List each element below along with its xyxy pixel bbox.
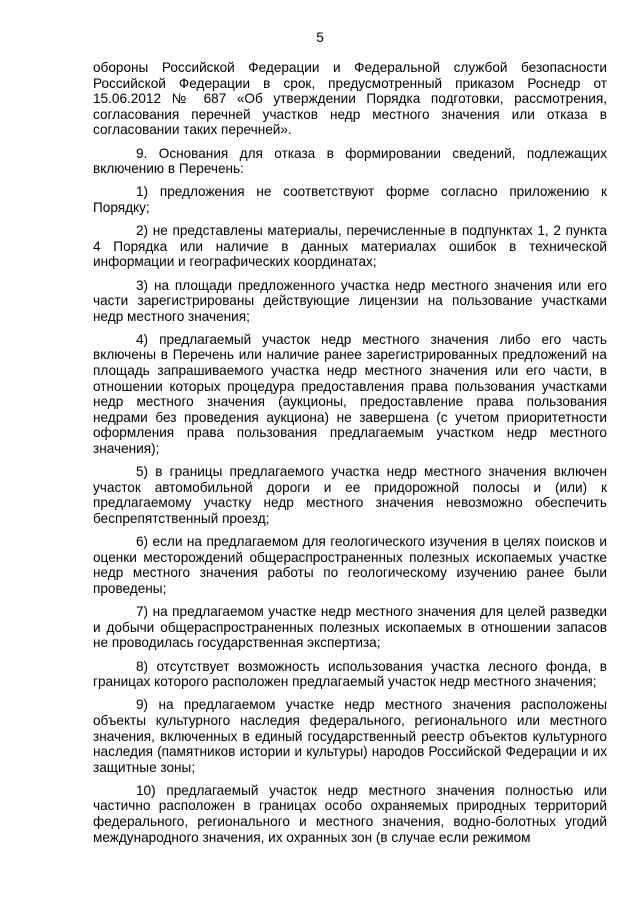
paragraph: 1) предложения не соответствуют форме согласно приложению к Порядку; [93, 184, 607, 215]
document-body [93, 60, 607, 853]
paragraph: 7) на предлагаемом участке недр местного значения для целей разведки и добычи общераспространенных полезных ископаемых в отношении запасов не проводилась государственная экспертиза; [93, 604, 607, 651]
paragraph: 9. Основания для отказа в формировании сведений, подлежащих включению в Перечень: [93, 145, 607, 177]
page-number: 5 [316, 30, 324, 45]
paragraph: 2) не представлены материалы, перечисленные в подпунктах 1, 2 пункта 4 Порядка или наличие в данных материалах ошибок в технической информации и географических координатах; [93, 223, 607, 270]
paragraph: 3) на площади предложенного участка недр местного значения или его части зарегистрированы действующие лицензии на пользование участками недр местного значения; [93, 277, 607, 324]
paragraph: 8) отсутствует возможность использования участка лесного фонда, в границах которого расположен предлагаемый участок недр местного значения; [93, 658, 607, 690]
paragraph: 6) если на предлагаемом для геологического изучения в целях поисков и оценки месторождений общераспространенных полезных ископаемых участке недр местного значения работы по геологическому изучению ранее были проведены; [93, 534, 607, 596]
paragraph: 10) предлагаемый участок недр местного значения полностью или частично расположен в границах особо охраняемых природных территорий федерального, регионального и местного значения, водно-болотных угодий международного значения, их охранных зон (в случае если режимом [93, 782, 607, 845]
paragraph: обороны Российской Федерации и Федеральной службой безопасности Российской Федерации в срок, предусмотренный приказом Роснедр от 15.06.2012 № 687 «Об утверждении Порядка подготовки, рассмотрения, согласования перечней участков недр местного значения или отказа в согласовании таких перечней». [93, 60, 607, 138]
paragraph: 5) в границы предлагаемого участка недр местного значения включен участок автомобильной дороги и ее придорожной полосы и (или) к предлагаемому участку недр местного значения невозможно обеспечить беспрепятственный проезд; [93, 464, 607, 526]
paragraph: 9) на предлагаемом участке недр местного значения расположены объекты культурного наследия федерального, регионального или местного значения, включенных в единый государственный реестр объектов культурного наследия (памятников истории и культуры) народов Российской Федерации и их защитные зоны; [93, 697, 607, 775]
paragraph: 4) предлагаемый участок недр местного значения либо его часть включены в Перечень или наличие ранее зарегистрированных предложений на площадь запрашиваемого участка недр местного значения или его части, в отношении которых процедура предоставления права пользования участками недр местного значения (аукционы, предоставление права пользования недрами без проведения аукциона) не завершена (с учетом приоритетности оформления права пользования предлагаемым участком недр местного значения); [93, 331, 607, 457]
